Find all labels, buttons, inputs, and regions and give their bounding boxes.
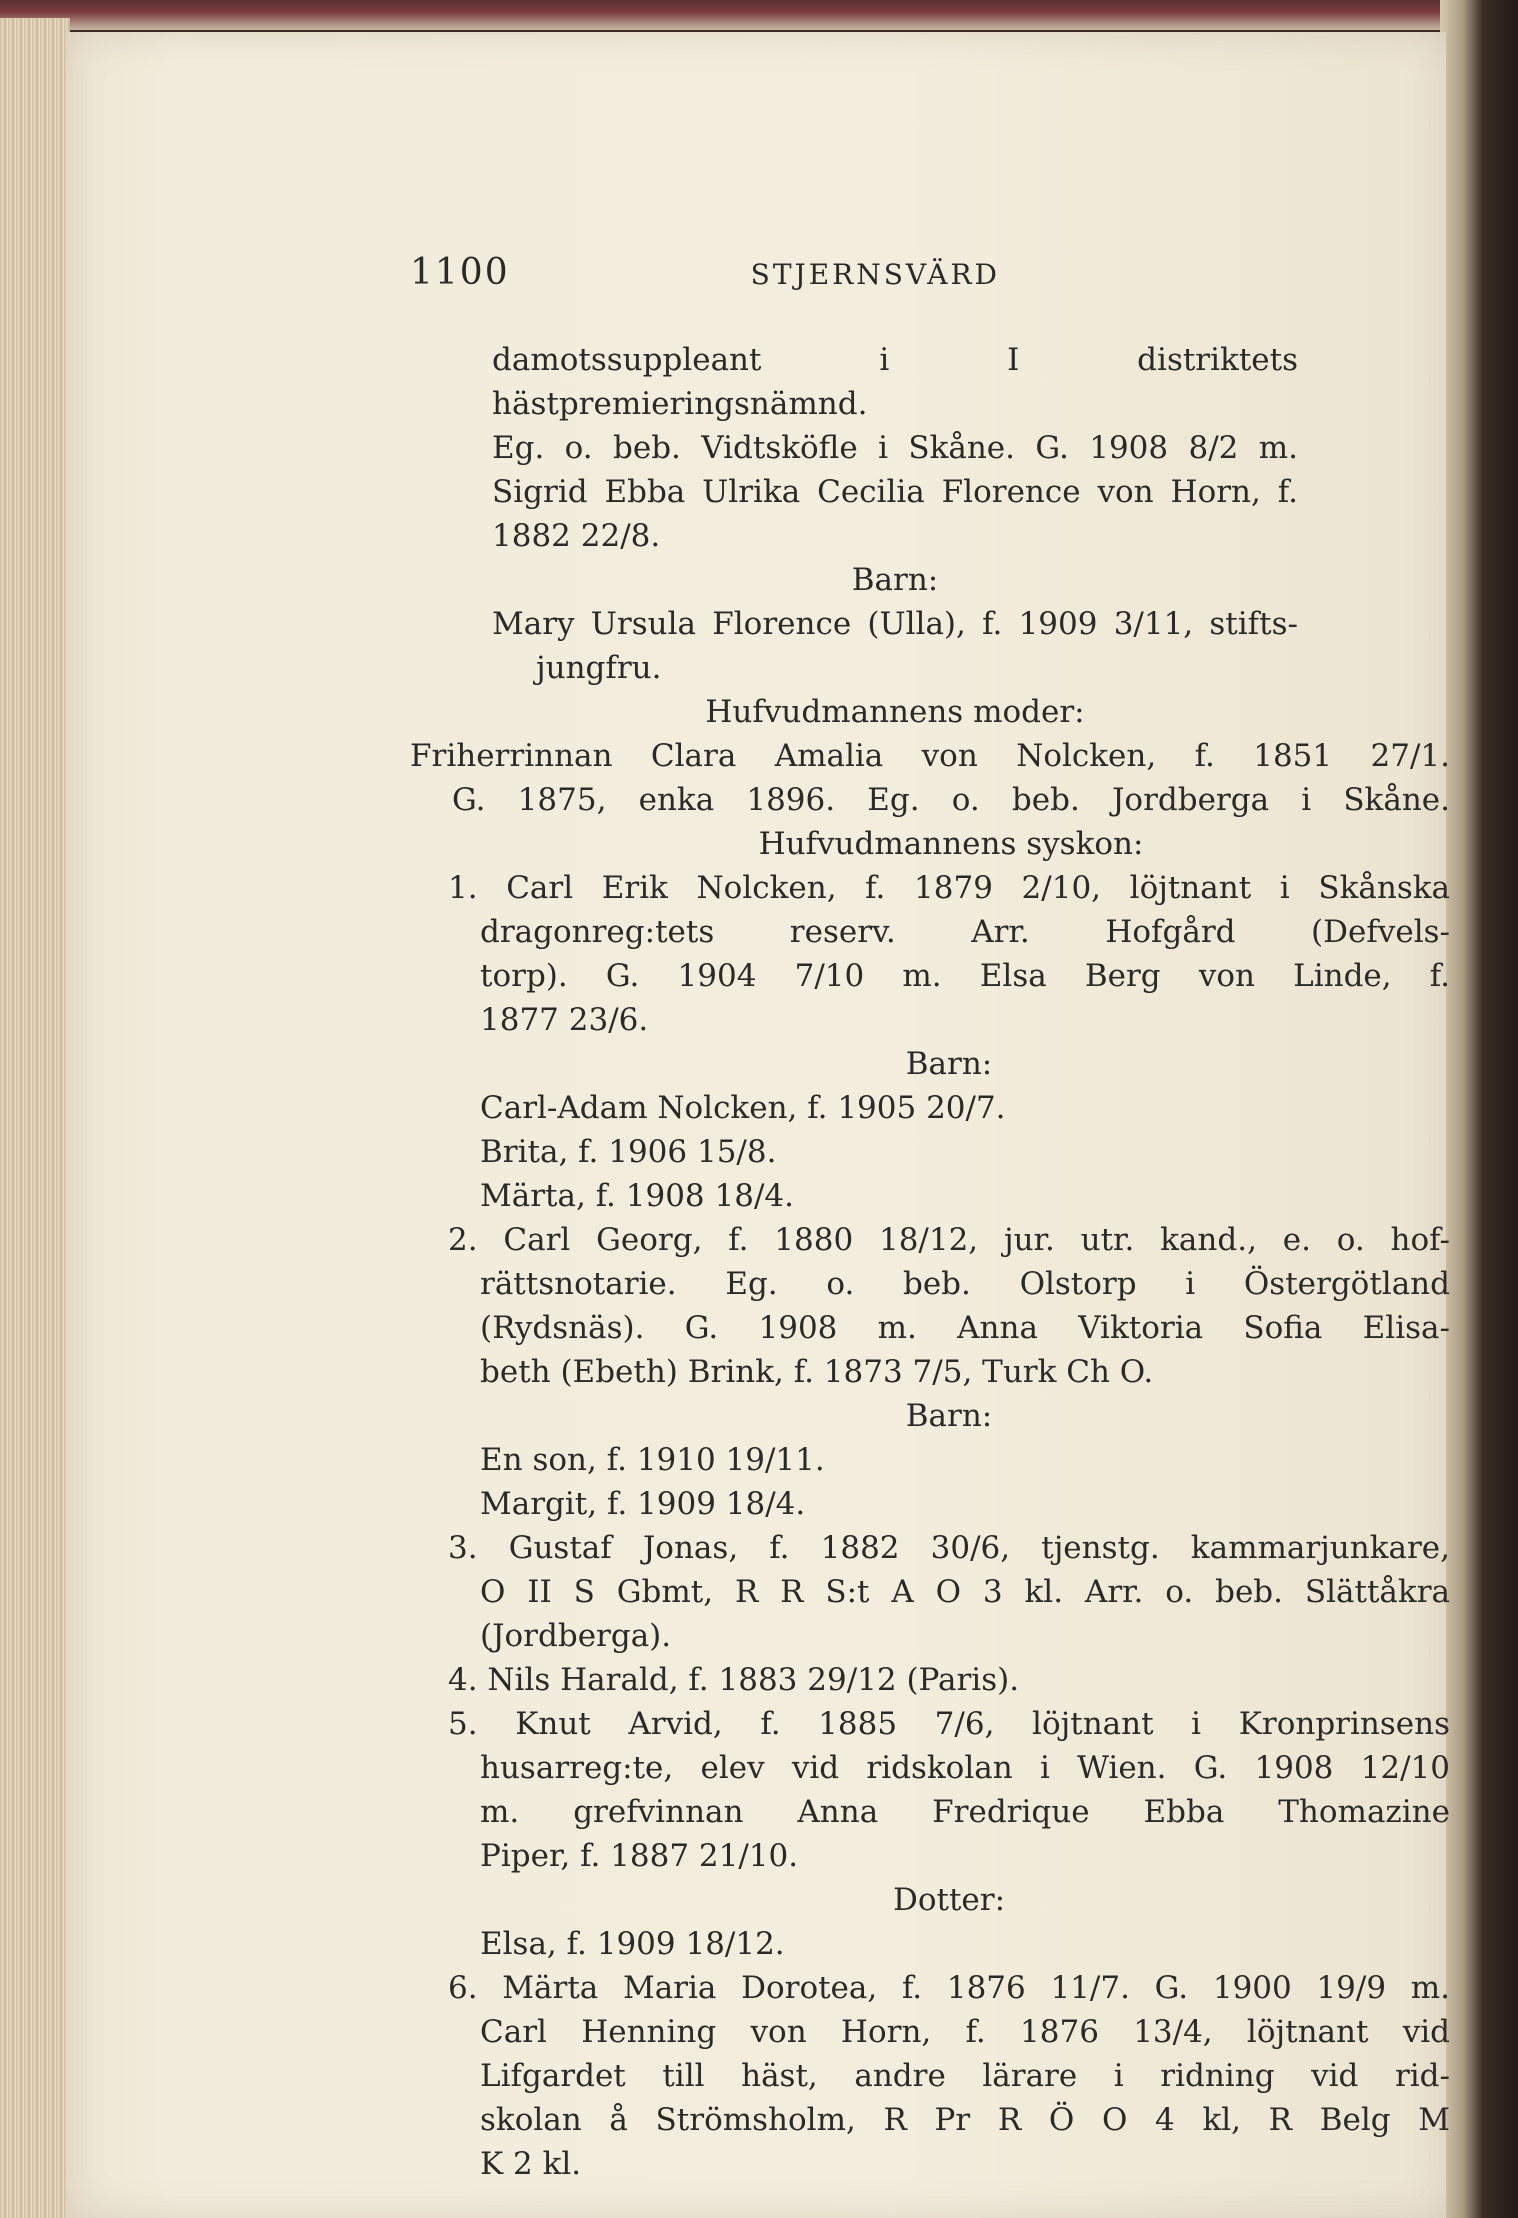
text-line: Lifgardet till häst, andre lärare i ridning vid rid-	[480, 2058, 1450, 2094]
text-line: beth (Ebeth) Brink, f. 1873 7/5, Turk Ch O.	[480, 1354, 1154, 1390]
text-line: Märta, f. 1908 18/4.	[480, 1178, 794, 1214]
text-line: Sigrid Ebba Ulrika Cecilia Florence von Horn, f.	[492, 474, 1298, 510]
text-line: jungfru.	[536, 650, 662, 686]
text-line: Piper, f. 1887 21/10.	[480, 1838, 799, 1874]
text-line: 1882 22/8.	[492, 518, 661, 554]
text-line: Carl-Adam Nolcken, f. 1905 20/7.	[480, 1090, 1006, 1126]
text-line: En son, f. 1910 19/11.	[480, 1442, 825, 1478]
book-binding-right	[1440, 0, 1518, 2218]
section-heading: Barn:	[905, 1398, 993, 1434]
entry-line: 1. Carl Erik Nolcken, f. 1879 2/10, löjtnant i Skånska	[448, 870, 1450, 906]
entry-line: 2. Carl Georg, f. 1880 18/12, jur. utr. kand., e. o. hof-	[448, 1222, 1450, 1258]
text-line: Margit, f. 1909 18/4.	[480, 1486, 806, 1522]
text-line: rättsnotarie. Eg. o. beb. Olstorp i Östergötland	[480, 1266, 1450, 1302]
text-line: skolan å Strömsholm, R Pr R Ö O 4 kl, R Belg M	[480, 2102, 1450, 2138]
book-page	[66, 32, 1450, 2218]
page-stack-left	[0, 18, 70, 2218]
section-heading: Hufvudmannens moder:	[705, 694, 1085, 730]
text-line: K 2 kl.	[480, 2146, 582, 2182]
text-line: O II S Gbmt, R R S:t A O 3 kl. Arr. o. beb. Slättåkra	[480, 1574, 1450, 1610]
text-line: husarreg:te, elev vid ridskolan i Wien. G. 1908 12/10	[480, 1750, 1450, 1786]
text-line: Elsa, f. 1909 18/12.	[480, 1926, 785, 1962]
page-content	[340, 232, 1450, 2186]
book-top-edge	[0, 0, 1518, 30]
entry-line: 5. Knut Arvid, f. 1885 7/6, löjtnant i Kronprinsens	[448, 1706, 1450, 1742]
text-line: Brita, f. 1906 15/8.	[480, 1134, 777, 1170]
text-line: (Jordberga).	[480, 1618, 672, 1654]
running-title: STJERNSVÄRD	[750, 258, 1001, 291]
section-heading: Barn:	[905, 1046, 993, 1082]
text-line: 1877 23/6.	[480, 1002, 649, 1038]
text-line: G. 1875, enka 1896. Eg. o. beb. Jordberga i Skåne.	[452, 782, 1450, 818]
text-line: Friherrinnan Clara Amalia von Nolcken, f. 1851 27/1.	[410, 738, 1450, 774]
entry-line: 6. Märta Maria Dorotea, f. 1876 11/7. G. 1900 19/9 m.	[448, 1970, 1450, 2006]
text-line: torp). G. 1904 7/10 m. Elsa Berg von Linde, f.	[480, 958, 1450, 994]
text-line: (Rydsnäs). G. 1908 m. Anna Viktoria Sofia Elisa-	[480, 1310, 1450, 1346]
page-header	[340, 232, 1450, 312]
text-line: m. grefvinnan Anna Fredrique Ebba Thomazine	[480, 1794, 1450, 1830]
entry-line: 4. Nils Harald, f. 1883 29/12 (Paris).	[448, 1662, 1020, 1698]
entry-line: 3. Gustaf Jonas, f. 1882 30/6, tjenstg. kammarjunkare,	[448, 1530, 1450, 1566]
section-heading: Hufvudmannens syskon:	[758, 826, 1144, 862]
text-line: Carl Henning von Horn, f. 1876 13/4, löjtnant vid	[480, 2014, 1450, 2050]
text-block	[340, 866, 1450, 2186]
section-heading: Dotter:	[892, 1882, 1006, 1918]
page-number: 1100	[410, 252, 510, 293]
text-line: dragonreg:tets reserv. Arr. Hofgård (Defvels-	[480, 914, 1450, 950]
text-block	[340, 338, 1298, 734]
text-line: damotssuppleant i I distriktets hästpremieringsnämnd.	[492, 342, 1298, 422]
text-line: Eg. o. beb. Vidtsköfle i Skåne. G. 1908 8/2 m.	[492, 430, 1298, 466]
section-heading: Barn:	[851, 562, 939, 598]
text-line: Mary Ursula Florence (Ulla), f. 1909 3/11, stifts-	[492, 606, 1298, 642]
text-block	[340, 734, 1450, 866]
